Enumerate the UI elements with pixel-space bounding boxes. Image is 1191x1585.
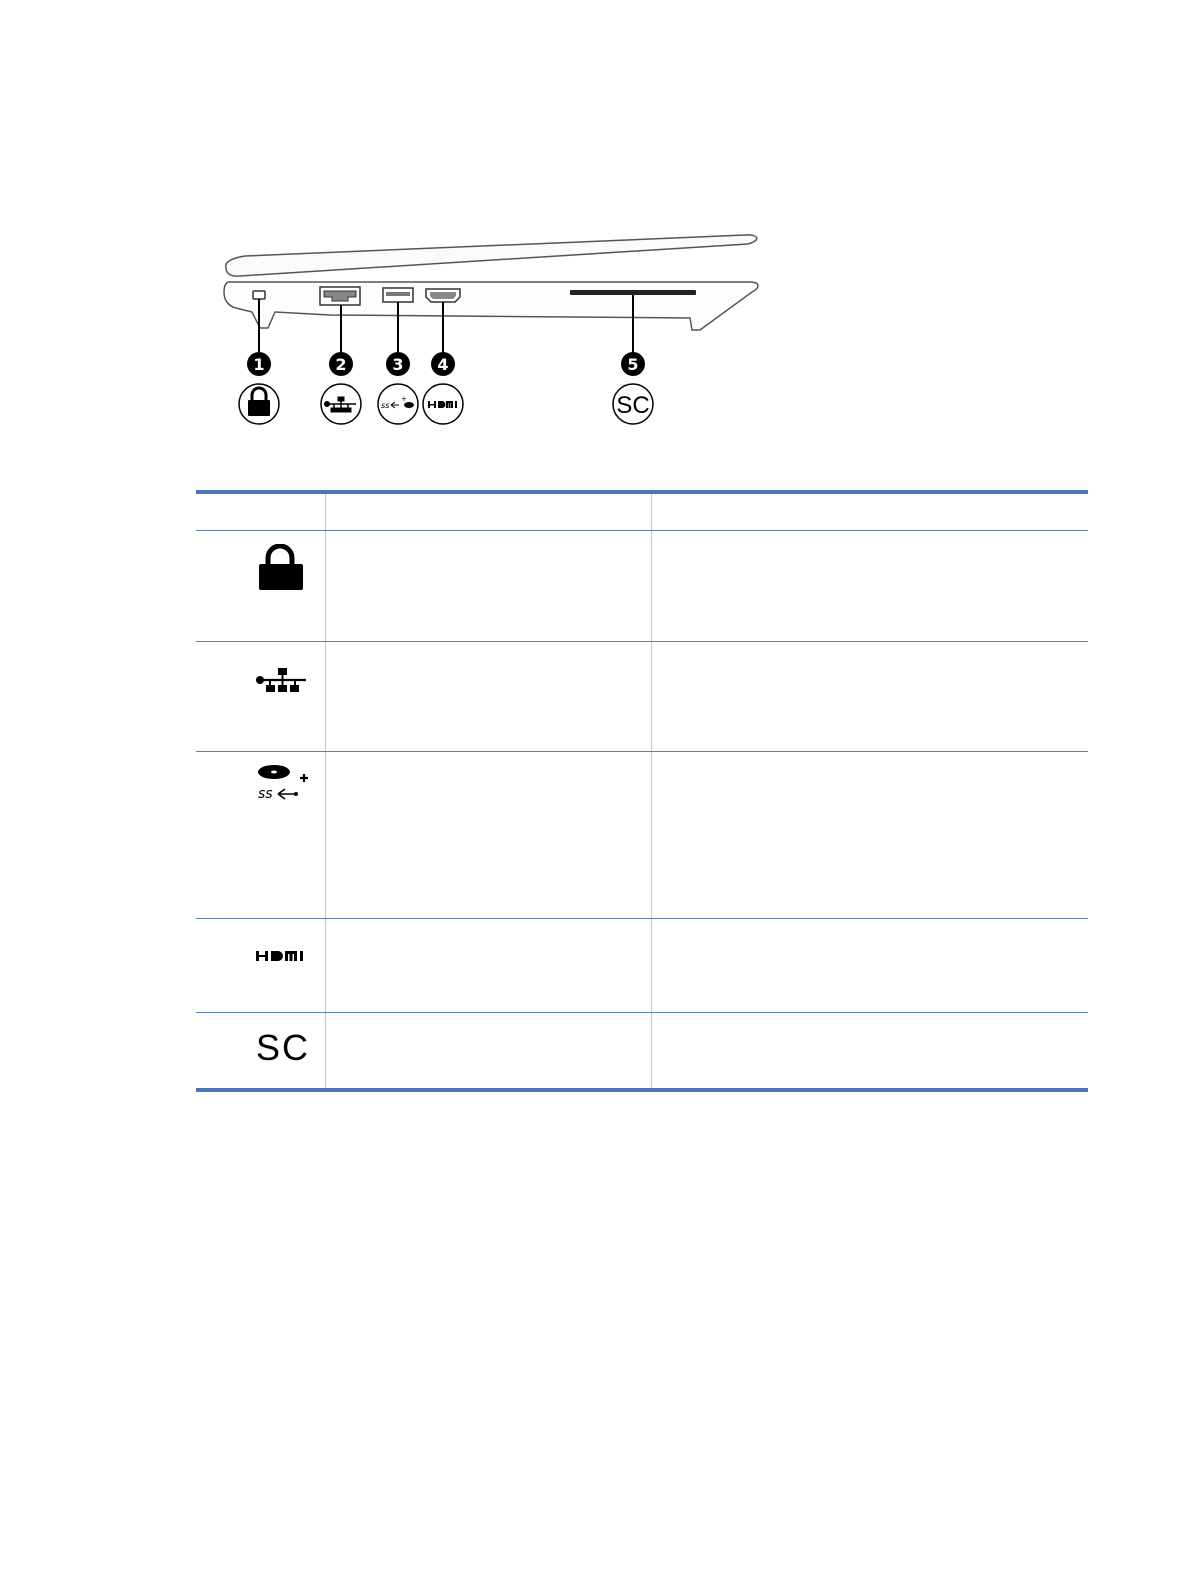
laptop-lid xyxy=(226,235,757,276)
hdmi-icon xyxy=(256,949,308,963)
usb-superspeed-plus-charging-icon xyxy=(256,764,310,806)
smart-card-icon: SC xyxy=(256,1027,311,1068)
table-row xyxy=(196,919,1088,1012)
smart-card-slot xyxy=(570,290,696,295)
smart-card-icon: SC xyxy=(616,392,650,419)
header-description xyxy=(656,496,1086,526)
callout-3 xyxy=(378,352,418,424)
header-component xyxy=(196,496,651,526)
component-table xyxy=(196,490,1088,1092)
security-slot xyxy=(253,291,265,299)
callout-number: 1 xyxy=(253,355,265,374)
callout-number: 2 xyxy=(335,355,347,374)
table-bottom-rule xyxy=(196,1088,1088,1092)
laptop-base xyxy=(224,282,758,330)
callout-1 xyxy=(239,352,279,424)
svg-text:ss: ss xyxy=(258,786,273,802)
table-row xyxy=(196,531,1088,641)
table-row xyxy=(196,1013,1088,1088)
callout-number: 5 xyxy=(627,355,639,374)
laptop-left-side-figure xyxy=(0,0,1191,470)
table-top-rule xyxy=(196,490,1088,494)
lock-icon xyxy=(256,544,306,590)
ethernet-network-icon xyxy=(256,666,308,694)
table-row xyxy=(196,752,1088,918)
callout-number: 4 xyxy=(437,355,449,374)
svg-text:+: + xyxy=(401,395,407,403)
table-row xyxy=(196,642,1088,751)
callout-5 xyxy=(613,352,653,424)
callout-2 xyxy=(321,352,361,424)
svg-text:ss: ss xyxy=(381,401,390,410)
callout-4 xyxy=(423,352,463,424)
callout-number: 3 xyxy=(392,355,404,374)
